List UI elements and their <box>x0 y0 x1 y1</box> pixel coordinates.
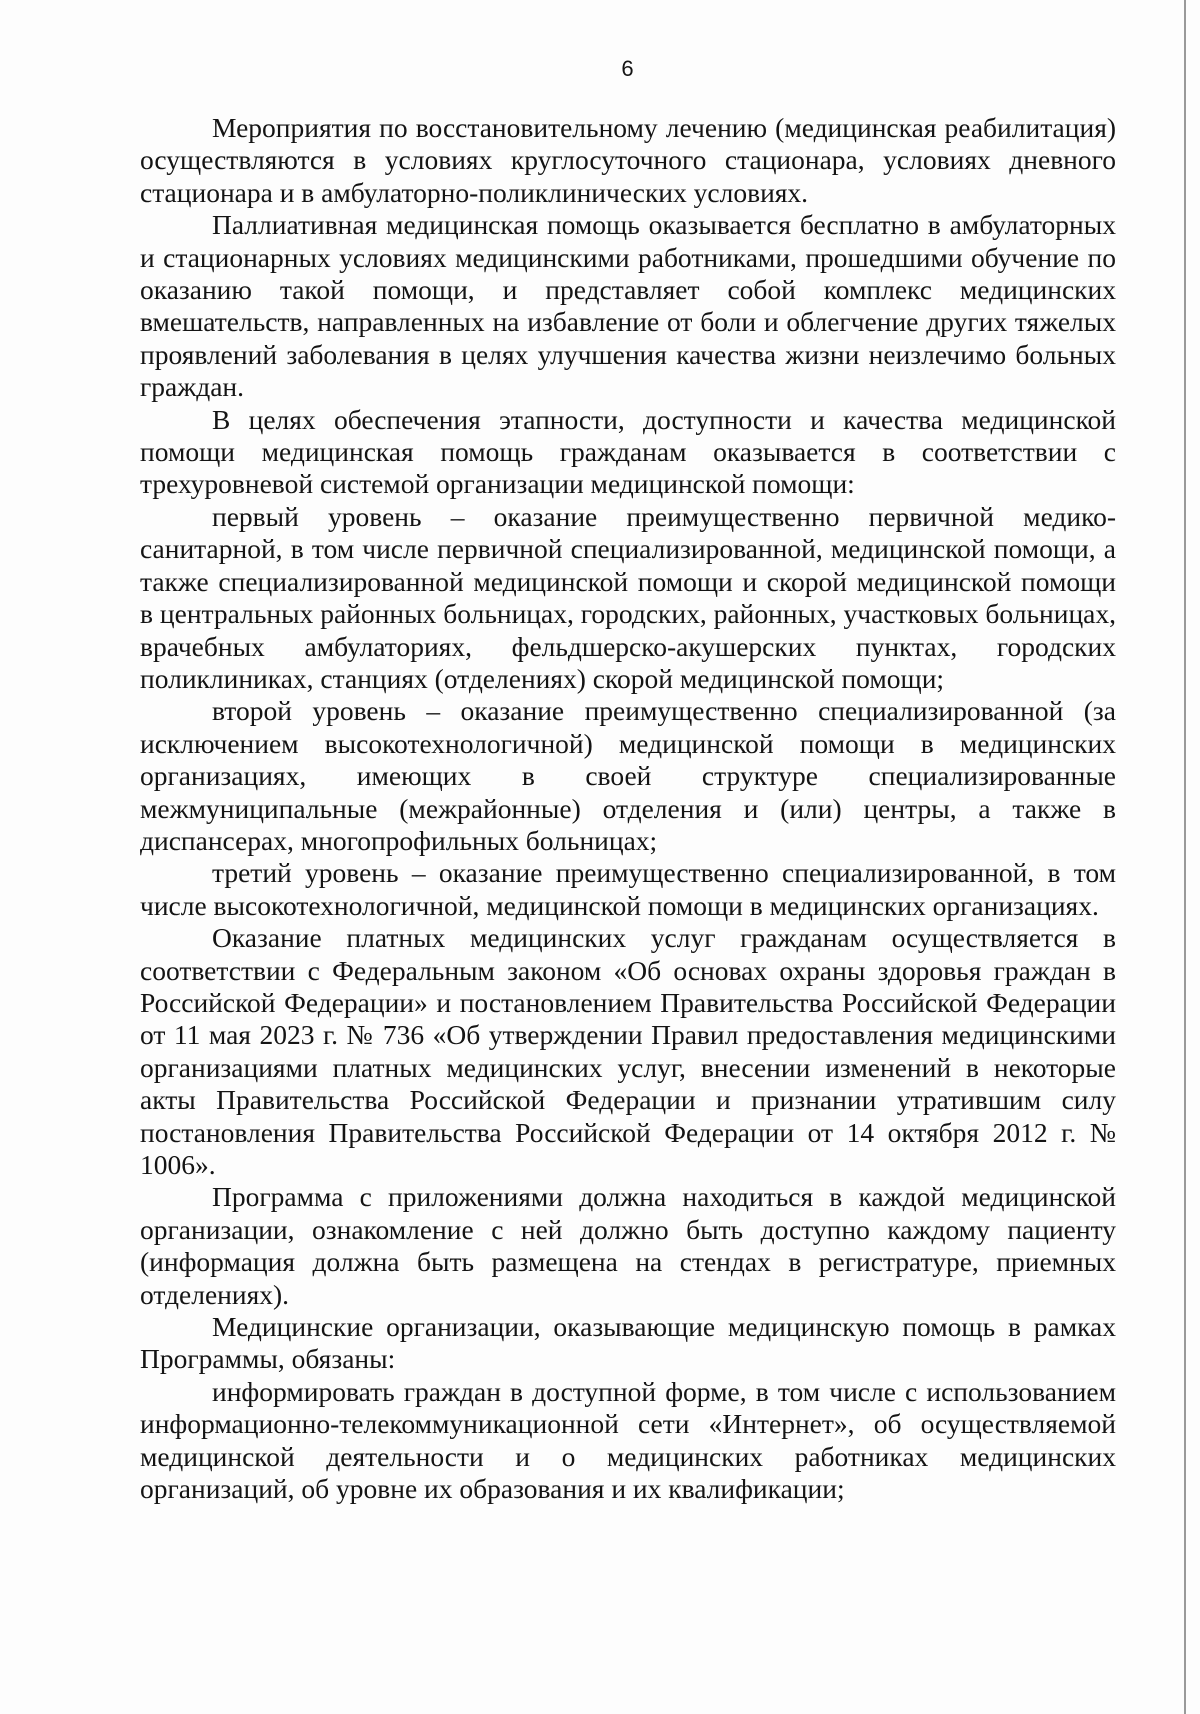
paragraph-program-availability: Программа с приложениями должна находиться в каждой медицинской организации, ознакомление с ней должно быть доступно каждому пациенту (информация должна быть размещена на стендах в регистратуре, приемных отделениях). <box>140 1181 1116 1310</box>
paragraph-paid-services: Оказание платных медицинских услуг гражданам осуществляется в соответствии с Федеральным законом «Об основах охраны здоровья граждан в Российской Федерации» и постановлением Правительства Российской Федерации от 11 мая 2023 г. № 736 «Об утверждении Правил предоставления медицинскими организациями платных медицинских услуг, внесении изменений в некоторые акты Правительства Российской Федерации и признании утратившим силу постановления Правительства Российской Федерации от 14 октября 2012 г. № 1006». <box>140 922 1116 1180</box>
paragraph-rehabilitation: Мероприятия по восстановительному лечению (медицинская реабилитация) осуществляются в условиях круглосуточного стационара, условиях дневного стационара и в амбулаторно-поликлинических условиях. <box>140 112 1116 208</box>
paragraph-palliative-care: Паллиативная медицинская помощь оказывается бесплатно в амбулаторных и стационарных условиях медицинскими работниками, прошедшими обучение по оказанию такой помощи, и представляет собой комплекс медицинских вмешательств, направленных на избавление от боли и облегчение других тяжелых проявлений заболевания в целях улучшения качества жизни неизлечимо больных граждан. <box>140 209 1116 403</box>
scan-edge-line <box>1184 0 1186 1714</box>
paragraph-organizations-obligations: Медицинские организации, оказывающие медицинскую помощь в рамках Программы, обязаны: <box>140 1311 1116 1375</box>
document-body <box>140 112 1116 1505</box>
paragraph-inform-citizens: информировать граждан в доступной форме, в том числе с использованием информационно-телекоммуникационной сети «Интернет», об осуществляемой медицинской деятельности и о медицинских работниках медицинских организаций, об уровне их образования и их квалификации; <box>140 1375 1116 1505</box>
paragraph-third-level: третий уровень – оказание преимущественно специализированной, в том числе высокотехнологичной, медицинской помощи в медицинских организациях. <box>140 857 1116 921</box>
paragraph-first-level: первый уровень – оказание преимущественно первичной медико-санитарной, в том числе первичной специализированной, медицинской помощи, а также специализированной медицинской помощи и скорой медицинской помощи в центральных районных больницах, городских, районных, участковых больницах, врачебных амбулаториях, фельдшерско-акушерских пунктах, городских поликлиниках, станциях (отделениях) скорой медицинской помощи; <box>140 500 1116 694</box>
paragraph-three-level-system: В целях обеспечения этапности, доступности и качества медицинской помощи медицинская помощь гражданам оказывается в соответствии с трехуровневой системой организации медицинской помощи: <box>140 403 1116 500</box>
page-number: 6 <box>621 56 634 81</box>
paragraph-second-level: второй уровень – оказание преимущественно специализированной (за исключением высокотехнологичной) медицинской помощи в медицинских организациях, имеющих в своей структуре специализированные межмуниципальные (межрайонные) отделения и (или) центры, а также в диспансерах, многопрофильных больницах; <box>140 695 1116 856</box>
